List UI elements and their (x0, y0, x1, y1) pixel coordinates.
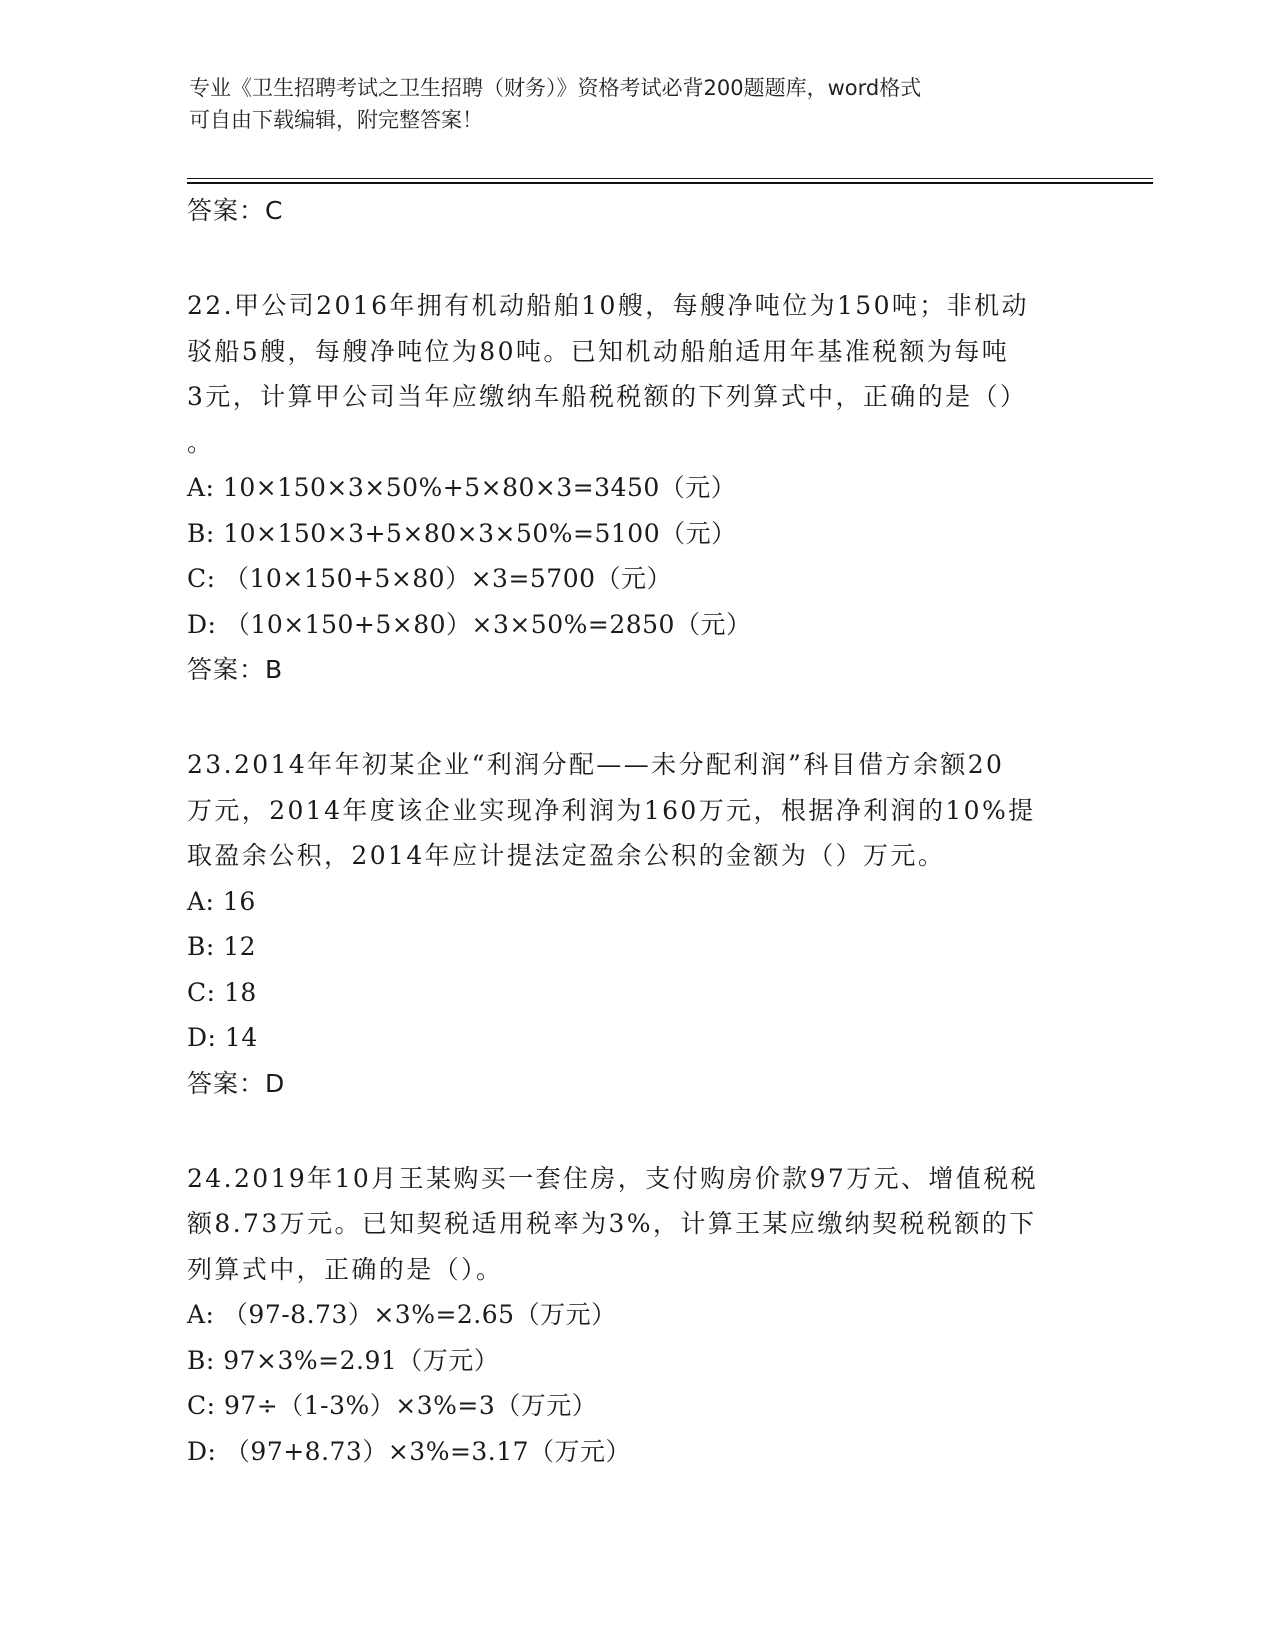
option-a: A: 10×150×3×50%+5×80×3=3450（元） (187, 473, 737, 502)
stem-line: 列算式中，正确的是（）。 (187, 1254, 504, 1284)
previous-answer: 答案：C (187, 196, 284, 225)
header-line-1: 专业《卫生招聘考试之卫生招聘（财务）》资格考试必背200题题库，word格式 (189, 76, 922, 100)
question-stem (187, 1156, 1087, 1293)
stem-line: 23.2014年年初某企业“利润分配——未分配利润”科目借方余额20 (187, 750, 1005, 779)
question-stem (187, 742, 1087, 879)
stem-line: 22.甲公司2016年拥有机动船舶10艘，每艘净吨位为150吨；非机动 (187, 291, 1029, 320)
question-24 (187, 1156, 1087, 1475)
stem-line: 取盈余公积，2014年应计提法定盈余公积的金额为（）万元。 (187, 841, 946, 870)
option-c: C: （10×150+5×80）×3=5700（元） (187, 564, 673, 593)
stem-line: 驳船5艘，每艘净吨位为80吨。已知机动船舶适用年基准税额为每吨 (187, 336, 1010, 366)
option-d: D: （10×150+5×80）×3×50%=2850（元） (187, 609, 752, 639)
answer: 答案：B (187, 655, 284, 684)
stem-line: 。 (187, 427, 215, 457)
stem-line: 额8.73万元。已知契税适用税率为3%，计算王某应缴纳契税税额的下 (187, 1209, 1037, 1238)
option-a: A: 16 (187, 886, 256, 916)
stem-line: 万元，2014年度该企业实现净利润为160万元，根据净利润的10%提 (187, 795, 1036, 825)
question-stem (187, 283, 1087, 465)
option-d: D: 14 (187, 1023, 258, 1052)
stem-line: 3元，计算甲公司当年应缴纳车船税税额的下列算式中，正确的是（） (187, 382, 1028, 411)
option-d: D: （97+8.73）×3%=3.17（万元） (187, 1436, 632, 1466)
document-body (187, 188, 1087, 1474)
header-line-2: 可自由下载编辑，附完整答案！ (189, 108, 483, 132)
option-c: C: 97÷（1-3%）×3%=3（万元） (187, 1391, 598, 1420)
document-header (189, 72, 1069, 136)
header-divider-thick (187, 182, 1153, 184)
question-23 (187, 742, 1087, 1107)
question-22 (187, 283, 1087, 693)
stem-line: 24.2019年10月王某购买一套住房，支付购房价款97万元、增值税税 (187, 1163, 1039, 1193)
option-b: B: 97×3%=2.91（万元） (187, 1345, 500, 1375)
answer: 答案：D (187, 1068, 286, 1098)
option-b: B: 10×150×3+5×80×3×50%=5100（元） (187, 518, 737, 548)
option-c: C: 18 (187, 977, 257, 1007)
option-a: A: （97-8.73）×3%=2.65（万元） (187, 1300, 617, 1329)
option-b: B: 12 (187, 932, 257, 961)
header-divider-thin (187, 178, 1153, 179)
